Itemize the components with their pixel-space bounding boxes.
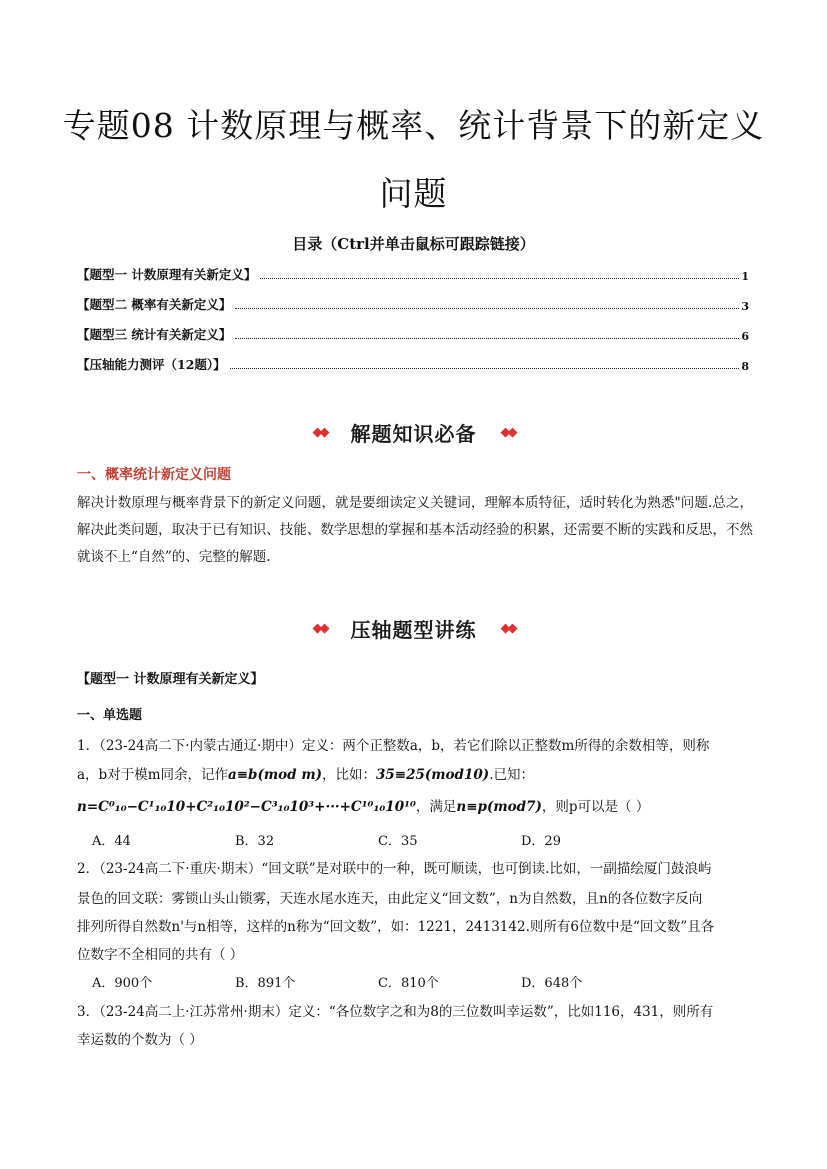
question-text: .已知： bbox=[489, 767, 534, 783]
option-c[interactable]: C．810个 bbox=[378, 976, 439, 991]
toc-heading: 目录（Ctrl并单击鼠标可跟踪链接） bbox=[292, 235, 535, 253]
option-b[interactable]: B．32 bbox=[235, 834, 275, 849]
section-banner bbox=[0, 610, 827, 646]
math-expression: 35≡25(mod10) bbox=[376, 767, 490, 783]
section-title: 一、概率统计新定义问题 bbox=[77, 467, 231, 483]
banner-label: 压轴题型讲练 bbox=[337, 610, 491, 647]
question-text: a，b对于模m同余，记作 bbox=[77, 767, 228, 783]
question-text: ，则p可以是（ ） bbox=[541, 799, 650, 815]
banner-label: 解题知识必备 bbox=[337, 414, 491, 451]
toc-item[interactable] bbox=[77, 263, 749, 283]
question-3-line: 3．（23-24高二上·江苏常州·期末）定义：“各位数字之和为8的三位数叫幸运数”，比如116，431，则所有 bbox=[77, 1004, 714, 1020]
page-title-line2: 问题 bbox=[379, 174, 448, 213]
question-1-line bbox=[77, 763, 753, 783]
question-2-options bbox=[92, 972, 692, 991]
option-a[interactable]: A．900个 bbox=[92, 976, 153, 991]
page-title: 专题08 计数原理与概率、统计背景下的新定义 bbox=[62, 106, 765, 145]
diamond-icon: ◆◆ bbox=[312, 620, 327, 636]
question-text: ，比如： bbox=[322, 767, 376, 783]
question-1-options bbox=[92, 830, 692, 849]
toc-leader bbox=[235, 337, 739, 339]
question-2-line: 位数字不全相同的共有（ ） bbox=[77, 947, 244, 963]
question-text: ，满足 bbox=[415, 799, 457, 815]
option-d[interactable]: D．648个 bbox=[521, 976, 583, 991]
question-2-line: 2．（23-24高二下·重庆·期末）“回文联”是对联中的一种，既可顺读，也可倒读.比如，一副描绘厦门鼓浪屿 bbox=[77, 861, 712, 877]
toc-item-label: 【题型三 统计有关新定义】 bbox=[77, 327, 232, 342]
toc-item[interactable] bbox=[77, 293, 749, 313]
option-b[interactable]: B．891个 bbox=[235, 976, 296, 991]
toc-item[interactable] bbox=[77, 353, 749, 373]
toc-item-page: 8 bbox=[741, 360, 749, 373]
toc-item-page: 3 bbox=[741, 300, 749, 313]
option-a[interactable]: A．44 bbox=[92, 834, 131, 849]
toc-item-label: 【题型一 计数原理有关新定义】 bbox=[77, 267, 257, 282]
math-expression: a≡b(mod m) bbox=[228, 767, 322, 783]
math-expression: n=C⁰₁₀−C¹₁₀10+C²₁₀10²−C³₁₀10³+···+C¹⁰₁₀10¹⁰ bbox=[77, 799, 416, 815]
math-expression: n≡p(mod7) bbox=[456, 799, 542, 815]
toc-item-page: 1 bbox=[741, 270, 749, 283]
toc-item[interactable] bbox=[77, 323, 749, 343]
question-1-line bbox=[77, 795, 753, 815]
question-2-line: 排列所得自然数n'与n相等，这样的n称为“回文数”，如：1221，2413142.则所有6位数中是“回文数”且各 bbox=[77, 919, 715, 935]
diamond-icon: ◆◆ bbox=[500, 424, 515, 440]
toc-item-label: 【题型二 概率有关新定义】 bbox=[77, 297, 232, 312]
question-type-heading: 一、单选题 bbox=[77, 708, 143, 723]
option-c[interactable]: C．35 bbox=[378, 834, 418, 849]
diamond-icon: ◆◆ bbox=[312, 424, 327, 440]
section-banner bbox=[0, 414, 827, 450]
type-heading: 【题型一 计数原理有关新定义】 bbox=[77, 672, 264, 687]
section-paragraph: 解决计数原理与概率背景下的新定义问题，就是要细读定义关键词，理解本质特征，适时转化为熟悉"问题.总之，解决此类问题，取决于已有知识、技能、数学思想的掌握和基本活动经验的积累，还需要不断的实践和反思，不然就谈不上“自然”的、完整的解题. bbox=[77, 495, 753, 565]
toc-leader bbox=[230, 367, 740, 369]
toc-item-page: 6 bbox=[741, 330, 749, 343]
toc-leader bbox=[260, 277, 739, 279]
option-d[interactable]: D．29 bbox=[521, 834, 561, 849]
question-1-line: 1．（23-24高二下·内蒙古通辽·期中）定义：两个正整数a，b，若它们除以正整数m所得的余数相等，则称 bbox=[77, 738, 710, 754]
question-3-line: 幸运数的个数为（ ） bbox=[77, 1032, 203, 1048]
toc-item-label: 【压轴能力测评（12题）】 bbox=[77, 357, 226, 372]
question-2-line: 景色的回文联：雾锁山头山锁雾，天连水尾水连天，由此定义“回文数”，n为自然数，且n的各位数字反向 bbox=[77, 891, 703, 907]
toc-leader bbox=[235, 307, 739, 309]
diamond-icon: ◆◆ bbox=[500, 620, 515, 636]
